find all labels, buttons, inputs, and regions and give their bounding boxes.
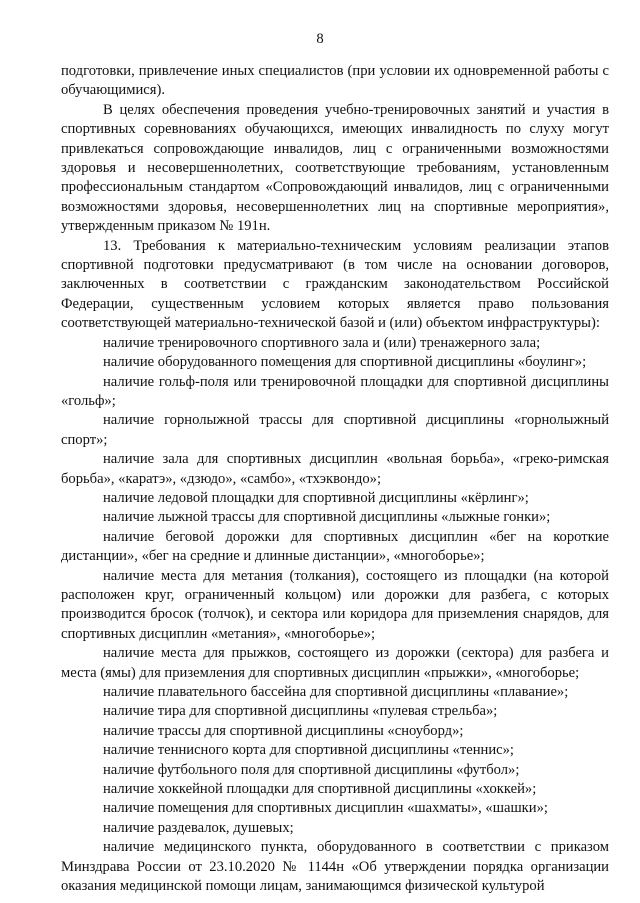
list-item-locker-rooms: наличие раздевалок, душевых; xyxy=(103,819,294,836)
list-item-throwing-area: наличие места для метания (толкания), состоящего из площадки (на которой расположен круг, ограниченный кольцом) или дорожки для разбега, с которых производится бросок (толчок), и сектора или коридора для приземления снарядов, для спортивных дисциплин «метания», «многоборье»; xyxy=(61,567,609,642)
list-item-jumping-area: наличие места для прыжков, состоящего из дорожки (сектора) для разбега и места (ямы) для приземления для спортивных дисциплин «прыжки», «многоборье; xyxy=(61,645,609,681)
list-item-swimming-pool: наличие плавательного бассейна для спортивной дисциплины «плавание»; xyxy=(103,684,569,700)
list-item-training-hall: наличие тренировочного спортивного зала и (или) тренажерного зала; xyxy=(103,334,541,351)
document-body xyxy=(61,62,609,896)
list-item-chess-checkers: наличие помещения для спортивных дисциплин «шахматы», «шашки»; xyxy=(103,800,548,817)
list-item-medical-unit: наличие медицинского пункта, оборудованного в соответствии с приказом Минздрава России от 23.10.2020 № 1144н «Об утверждении порядка организации оказания медицинской помощи лицам, занимающимся физической культурой xyxy=(61,839,609,895)
paragraph-requirement-13: 13. Требования к материально-техническим условиям реализации этапов спортивной подготовки предусматривают (в том числе на основании договоров, заключенных в соответствии с гражданским законодательством Российской Федерации, существенным условием которых является право пользования соответствующей материально-технической базой и (или) объектом инфраструктуры): xyxy=(61,237,609,332)
list-item-football: наличие футбольного поля для спортивной дисциплины «футбол»; xyxy=(103,761,520,778)
list-item-golf: наличие гольф-поля или тренировочной площадки для спортивной дисциплины «гольф»; xyxy=(61,373,609,409)
paragraph-escorts: В целях обеспечения проведения учебно-тренировочных занятий и участия в спортивных соревнованиях обучающихся, имеющих инвалидность по слуху могут привлекаться сопровождающие инвалидов, лиц с ограниченными возможностями здоровья и несовершеннолетних, соответствующие требованиям, установленным профессиональным стандартом «Сопровождающий инвалидов, лиц с ограниченными возможностями здоровья, несовершеннолетних лиц на спортивные мероприятия», утвержденным приказом № 191н. xyxy=(61,101,609,235)
list-item-bowling: наличие оборудованного помещения для спортивной дисциплины «боулинг»; xyxy=(103,354,587,371)
list-item-hockey: наличие хоккейной площадки для спортивной дисциплины «хоккей»; xyxy=(103,781,537,798)
list-item-curling: наличие ледовой площадки для спортивной дисциплины «кёрлинг»; xyxy=(103,489,529,506)
list-item-running-track: наличие беговой дорожки для спортивных дисциплин «бег на короткие дистанции», «бег на средние и длинные дистанции», «многоборье»; xyxy=(61,528,609,565)
list-item-snowboard: наличие трассы для спортивной дисциплины «сноуборд»; xyxy=(103,722,464,739)
list-item-ski-track: наличие лыжной трассы для спортивной дисциплины «лыжные гонки»; xyxy=(103,509,551,526)
page-number: 8 xyxy=(316,31,324,47)
list-item-alpine-skiing: наличие горнолыжной трассы для спортивной дисциплины «горнолыжный спорт»; xyxy=(61,412,609,448)
list-item-tennis: наличие теннисного корта для спортивной дисциплины «теннис»; xyxy=(103,742,514,759)
paragraph-continuation: подготовки, привлечение иных специалистов (при условии их одновременной работы с обучающимися). xyxy=(61,63,609,99)
list-item-shooting-range: наличие тира для спортивной дисциплины «пулевая стрельба»; xyxy=(103,703,498,720)
list-item-wrestling-hall: наличие зала для спортивных дисциплин «вольная борьба», «греко-римская борьба», «каратэ», «дзюдо», «самбо», «тхэквондо»; xyxy=(61,451,609,487)
